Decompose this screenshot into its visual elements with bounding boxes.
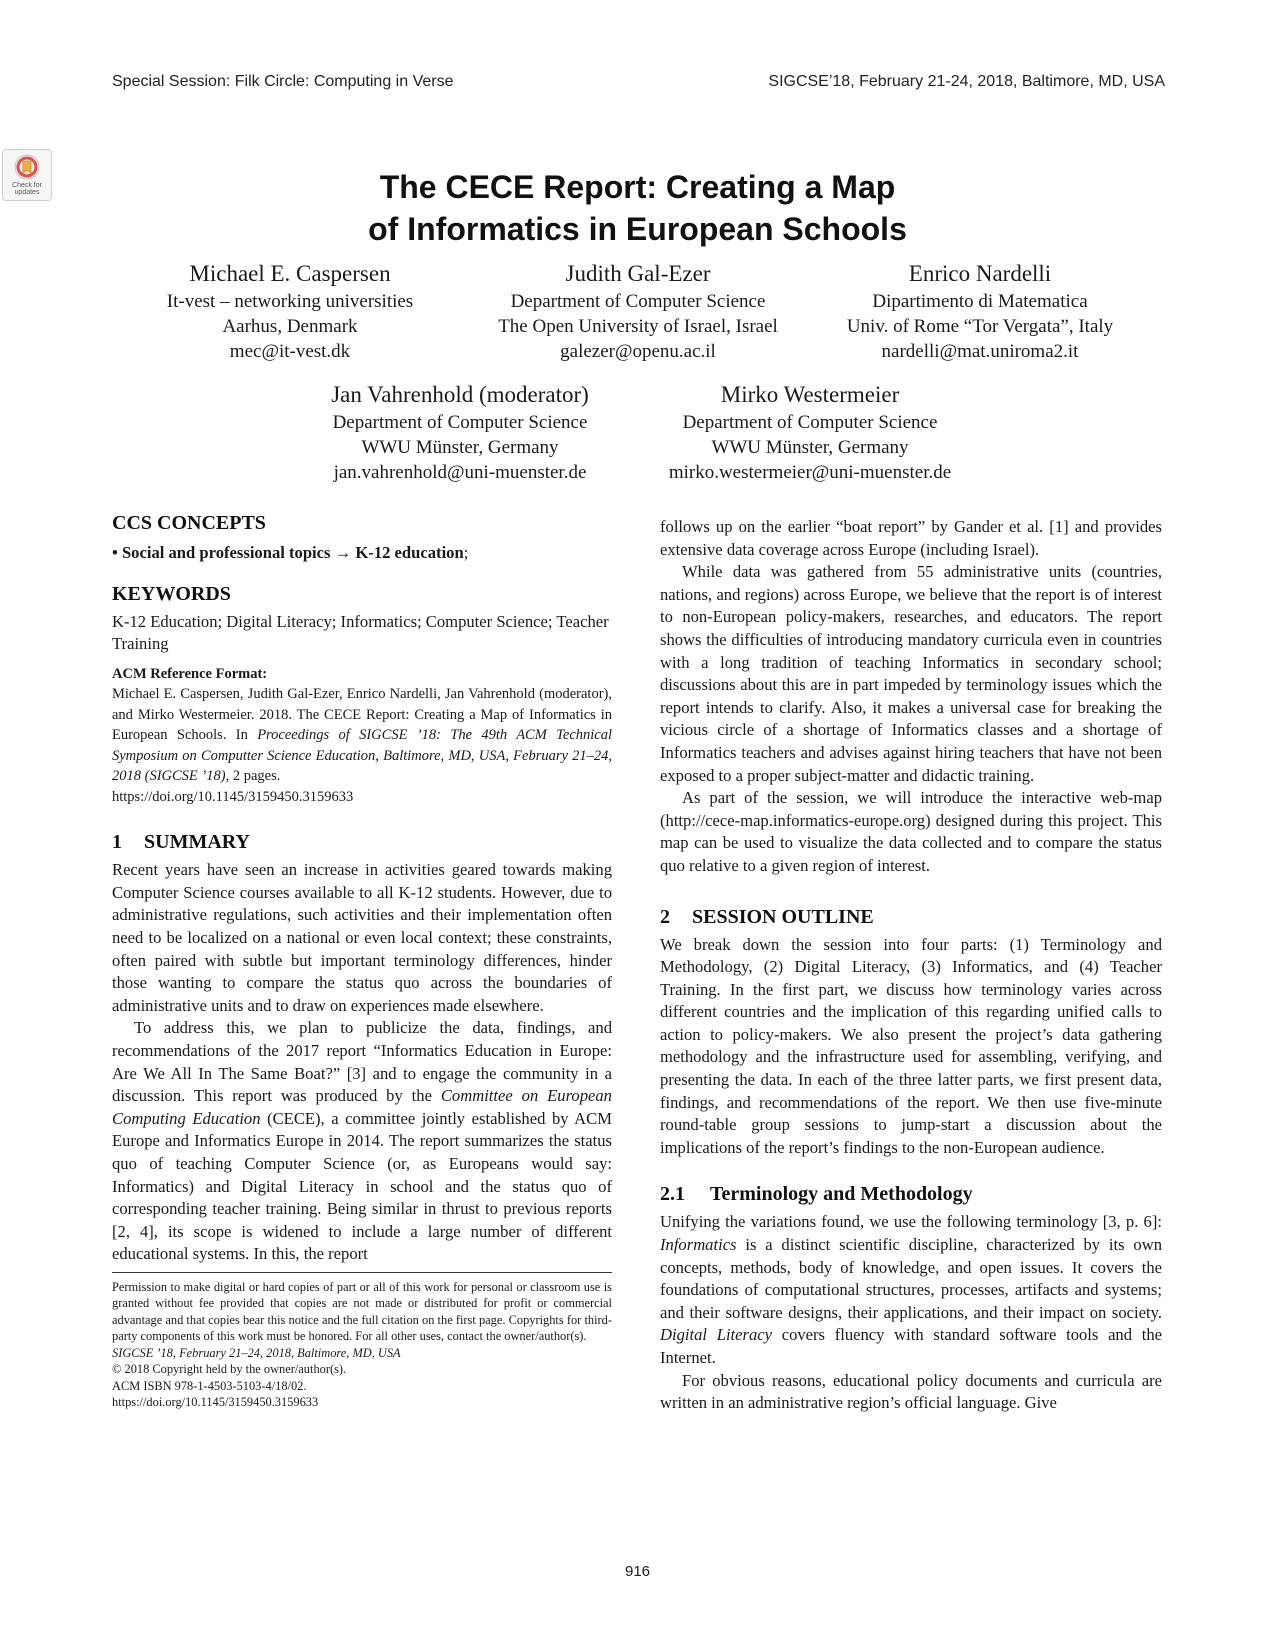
paper-title	[0, 166, 1275, 250]
author-name: Michael E. Caspersen	[189, 261, 391, 286]
author-name: Enrico Nardelli	[908, 261, 1052, 286]
summary-paragraph-2	[112, 1017, 612, 1266]
right-column	[660, 516, 1162, 1415]
keywords-heading: KEYWORDS	[112, 582, 231, 605]
summary-p2-b: (CECE), a committee jointly established by ACM Europe and Informatics Europe in 2014. The report summarizes the status quo of teaching Computer Science (or, as Europeans would say: Informatics) and Digital Literacy in school and the status quo of corresponding teacher training. Being similar in thrust to previous reports [2, 4], its scope is widened to include a large number of different educational systems. In this, the report	[112, 1108, 612, 1264]
right-paragraph-2: While data was gathered from 55 administrative units (countries, nations, and regions) across Europe, we believe that the report is of interest to non-European policy-makers, researches, and educators. The report shows the difficulties of introducing mandatory curricula even in countries with a long tradition of teaching Informatics in secondary school; discussions about this are in part impeded by terminology issues which the report intends to clarify. Also, it makes a universal case for breaking the vicious circle of a shortage of Informatics classes and a shortage of Informatics teachers and advises against hiring teachers that have not been exposed to a proper subject-matter and didactic training.	[660, 562, 1162, 785]
right-paragraph-3: As part of the session, we will introduce the interactive web-map (http://cece-map.informatics-europe.org) designed during this project. This map can be used to visualize the data collected and to compare the status quo relative to a given region of interest.	[660, 788, 1162, 875]
author-location: WWU Münster, Germany	[361, 437, 559, 458]
acm-ref-proceedings: Proceedings of SIGCSE ’18: The 49th ACM Technical Symposium on Computter Science Education, Baltimore, MD, USA, February 21–24, 2018 (SIGCSE ’18),	[112, 727, 612, 785]
section-number: 2.1	[660, 1183, 685, 1206]
term-informatics: Informatics	[660, 1235, 737, 1255]
acm-ref-heading	[112, 664, 612, 685]
summary-paragraph-1: Recent years have seen an increase in activities geared towards making Computer Science courses available to all K-12 students. However, due to administrative regulations, such activities and their implementation often need to be localized on a national or even local context; these constraints, often paired with subtle but important terminology differences, hinder those wanting to compare the status quo across the boundaries of administrative units and to draw on experiences made elsewhere.	[112, 860, 612, 1015]
section-number: 1	[112, 831, 122, 854]
acm-ref-text	[112, 684, 612, 807]
summary-p2-a: To address this, we plan to publicize the data, findings, and recommendations of the 2017 report “Informatics Education in Europe: Are We All In The Same Boat?” [3] and to engage the community in a discussion. This report was produced by the	[112, 1018, 612, 1106]
outline-paragraph: We break down the session into four parts: (1) Terminology and Methodology, (2) Digital Literacy, (3) Informatics, and (4) Teacher Training. In the first part, we discuss how terminology varies across different countries and the implication of this regarding unified calls to action to policy-makers. We also present the project’s data gathering methodology and the infrastructure used for assembling, verifying, and presenting the data. In each of the three latter parts, we first present data, findings, and recommendations of the report. We then use five-minute round-table group sessions to jump-start a discussion about the implications of the report’s findings to the non-European audience.	[660, 934, 1162, 1157]
terminology-paragraph-2: For obvious reasons, educational policy documents and curricula are written in an administrative region’s official language. Give	[660, 1370, 1162, 1413]
author-location: Univ. of Rome “Tor Vergata”, Italy	[846, 316, 1114, 337]
author-email[interactable]: galezer@openu.ac.il	[560, 341, 716, 362]
ccs-item-tail: ;	[463, 543, 469, 562]
title-line-2: of Informatics in European Schools	[368, 211, 907, 247]
keywords-text: K-12 Education; Digital Literacy; Informatics; Computer Science; Teacher Training	[112, 611, 609, 654]
section-title: SUMMARY	[144, 831, 250, 854]
author-affiliation: Department of Computer Science	[682, 412, 938, 433]
author-name: Jan Vahrenhold (moderator)	[331, 382, 589, 407]
author-block	[820, 259, 1140, 364]
author-block	[140, 259, 440, 364]
author-email[interactable]: mec@it-vest.dk	[229, 341, 351, 362]
terminology-p1-a: Unifying the variations found, we use the following terminology [3, p. 6]:	[660, 1212, 1162, 1232]
author-block	[640, 380, 980, 485]
summary-heading	[112, 829, 612, 855]
author-affiliation: It-vest – networking universities	[166, 291, 414, 312]
right-paragraph-1: follows up on the earlier “boat report” by Gander et al. [1] and provides extensive data coverage across Europe (including Israel).	[660, 517, 1162, 559]
footnote-copyright: © 2018 Copyright held by the owner/author(s).	[112, 1362, 347, 1377]
terminology-heading	[660, 1181, 1162, 1207]
footnote	[112, 1272, 612, 1411]
author-affiliation: Department of Computer Science	[510, 291, 766, 312]
badge-label: Check for updates	[12, 182, 42, 196]
ccs-item	[112, 542, 612, 565]
footnote-doi-link[interactable]: https://doi.org/10.1145/3159450.3159633	[112, 1395, 319, 1410]
author-block	[468, 259, 808, 364]
section-title: Terminology and Methodology	[710, 1183, 973, 1206]
title-line-1: The CECE Report: Creating a Map	[379, 169, 896, 205]
summary-p2-italic: Committee on European Computing Education	[112, 1086, 612, 1128]
author-affiliation: Dipartimento di Matematica	[872, 291, 1088, 312]
acm-ref-heading-text: ACM Reference Format:	[112, 665, 268, 682]
footnote-isbn: ACM ISBN 978-1-4503-5103-4/18/02.	[112, 1378, 307, 1393]
terminology-paragraph-1	[660, 1211, 1162, 1369]
author-block	[300, 380, 620, 485]
terminology-p1-b: is a distinct scientific discipline, characterized by its own concepts, methods, body of knowledge, and open issues. It covers the foundations of computational structures, processes, artifacts and systems; and their software designs, their applications, and their impact on society.	[660, 1235, 1162, 1322]
page-number: 916	[624, 1563, 651, 1580]
running-head-left: Special Session: Filk Circle: Computing in Verse	[112, 73, 454, 90]
author-location: WWU Münster, Germany	[711, 437, 909, 458]
footnote-permission: Permission to make digital or hard copies of part or all of this work for personal or classroom use is granted without fee provided that copies are not made or distributed for profit or commercial advantage and that copies bear this notice and the full citation on the first page. Copyrights for third-party components of this work must be honored. For all other uses, contact the owner/author(s).	[112, 1279, 612, 1344]
left-column	[112, 510, 612, 1411]
ccs-heading: CCS CONCEPTS	[112, 512, 266, 534]
terminology-p1-c: covers fluency with standard software tools and the Internet.	[660, 1325, 1162, 1367]
term-digital-literacy: Digital Literacy	[660, 1325, 773, 1345]
acm-ref-text-b: 2 pages.	[229, 768, 281, 785]
author-location: Aarhus, Denmark	[222, 316, 358, 337]
acm-ref-doi-link[interactable]: https://doi.org/10.1145/3159450.3159633	[112, 788, 354, 805]
author-email[interactable]: jan.vahrenhold@uni-muenster.de	[333, 462, 587, 483]
ccs-item-text: • Social and professional topics → K-12 education	[112, 543, 464, 562]
author-name: Judith Gal-Ezer	[565, 261, 711, 286]
footnote-conference: SIGCSE ’18, February 21–24, 2018, Baltimore, MD, USA	[112, 1345, 401, 1360]
author-affiliation: Department of Computer Science	[332, 412, 588, 433]
section-number: 2	[660, 905, 670, 928]
author-email[interactable]: mirko.westermeier@uni-muenster.de	[668, 462, 952, 483]
section-title: SESSION OUTLINE	[692, 905, 874, 928]
author-name: Mirko Westermeier	[720, 382, 900, 407]
author-email[interactable]: nardelli@mat.uniroma2.it	[881, 341, 1079, 362]
outline-heading	[660, 904, 1162, 930]
acm-ref-text-a: Michael E. Caspersen, Judith Gal-Ezer, Enrico Nardelli, Jan Vahrenhold (moderator), and Mirko Westermeier. 2018. The CECE Report: Creating a Map of Informatics in European Schools. In	[112, 686, 612, 744]
author-location: The Open University of Israel, Israel	[498, 316, 778, 337]
running-head-right: SIGCSE’18, February 21-24, 2018, Baltimore, MD, USA	[768, 73, 1165, 90]
